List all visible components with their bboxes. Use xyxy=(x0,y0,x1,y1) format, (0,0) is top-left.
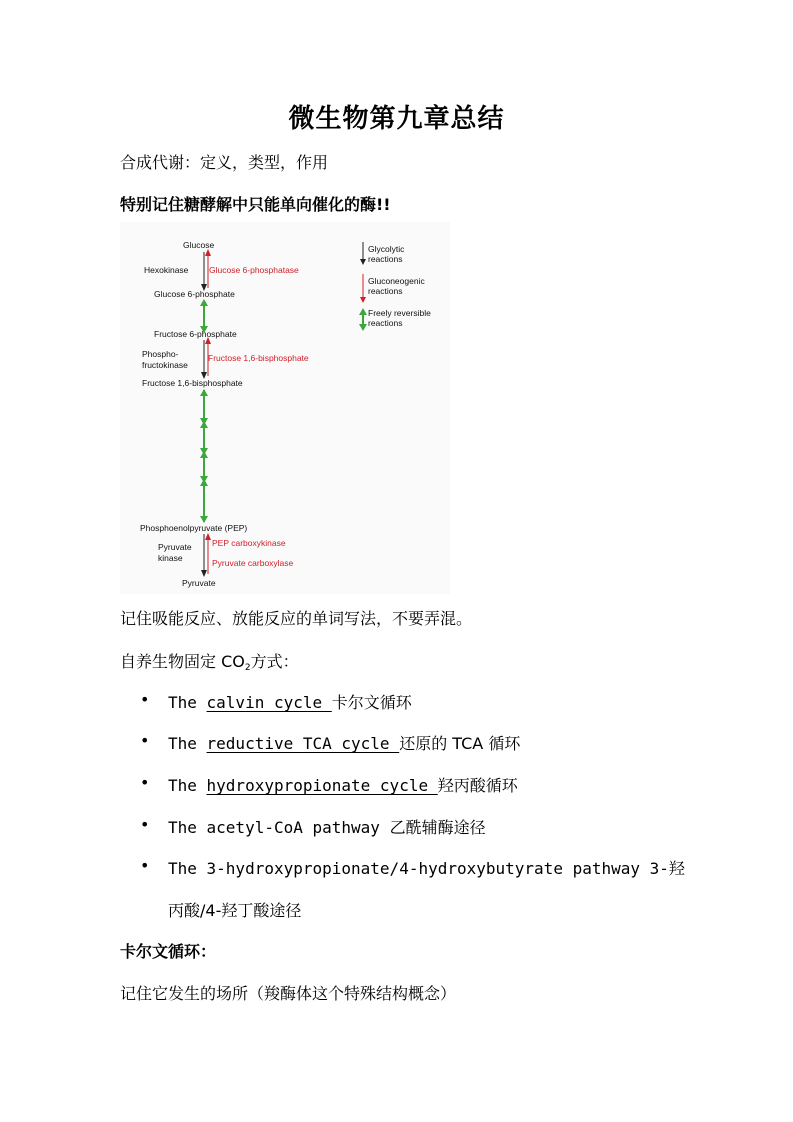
bullet-reductive-tca: The reductive TCA cycle 还原的 TCA 循环 xyxy=(168,734,521,753)
bullet-3hp-4hb: The 3-hydroxypropionate/4-hydroxybutyrate pathway 3-羟 xyxy=(168,859,685,878)
enzyme-pyruvate-carboxylase: Pyruvate carboxylase xyxy=(212,558,294,568)
legend-glycolytic-1: Glycolytic xyxy=(368,244,405,254)
legend-reversible-1: Freely reversible xyxy=(368,308,431,318)
node-pyruvate: Pyruvate xyxy=(182,578,216,588)
legend-gluconeogenic-2: reactions xyxy=(368,286,403,296)
enzyme-pfk-line1: Phospho- xyxy=(142,349,179,359)
enzyme-pepck: PEP carboxykinase xyxy=(212,538,286,548)
enzyme-hexokinase: Hexokinase xyxy=(144,265,189,275)
co2-subscript: 2 xyxy=(244,663,251,673)
legend-gluconeogenic-1: Gluconeogenic xyxy=(368,276,425,286)
calvin-heading: 卡尔文循环： xyxy=(120,942,217,961)
bullet-3hp-4hb-cont: 丙酸/4-羟丁酸途径 xyxy=(168,901,302,920)
calvin-note: 记住它发生的场所（羧酶体这个特殊结构概念） xyxy=(120,984,457,1003)
legend-reversible-2: reactions xyxy=(368,318,403,328)
bullet-hydroxypropionate: The hydroxypropionate cycle 羟丙酸循环 xyxy=(168,776,518,795)
enzyme-fbpase: Fructose 1,6-bisphosphate xyxy=(208,353,309,363)
enzyme-pk-line2: kinase xyxy=(158,553,183,563)
bullet-dot: • xyxy=(140,731,150,750)
note-energy-terms: 记住吸能反应、放能反应的单词写法，不要弄混。 xyxy=(120,609,473,628)
bullet-dot: • xyxy=(140,690,150,709)
enzyme-g6pase: Glucose 6-phosphatase xyxy=(209,265,299,275)
co2-fixation-intro xyxy=(120,649,299,673)
node-pep: Phosphoenolpyruvate (PEP) xyxy=(140,523,248,533)
enzyme-pfk-line2: fructokinase xyxy=(142,360,188,370)
bullet-dot: • xyxy=(140,773,150,792)
bullet-dot: • xyxy=(140,815,150,834)
node-f6p: Fructose 6-phosphate xyxy=(154,329,237,339)
intro-line: 合成代谢：定义，类型，作用 xyxy=(120,153,329,172)
node-glucose: Glucose xyxy=(183,240,215,250)
node-f16bp: Fructose 1,6-bisphosphate xyxy=(142,378,243,388)
legend-glycolytic-2: reactions xyxy=(368,254,403,264)
page-title: 微生物第九章总结 xyxy=(288,104,505,134)
node-g6p: Glucose 6-phosphate xyxy=(154,289,235,299)
bullet-calvin: The calvin cycle 卡尔文循环 xyxy=(168,693,412,712)
bullet-dot: • xyxy=(140,856,150,875)
enzyme-pk-line1: Pyruvate xyxy=(158,542,192,552)
co2-prefix: 自养生物固定 CO xyxy=(120,652,245,671)
glycolysis-diagram xyxy=(120,222,450,594)
co2-suffix: 方式： xyxy=(250,652,299,671)
bullet-acetyl-coa: The acetyl-CoA pathway 乙酰辅酶途径 xyxy=(168,818,486,837)
note-enzymes: 特别记住糖酵解中只能单向催化的酶!! xyxy=(120,195,391,214)
